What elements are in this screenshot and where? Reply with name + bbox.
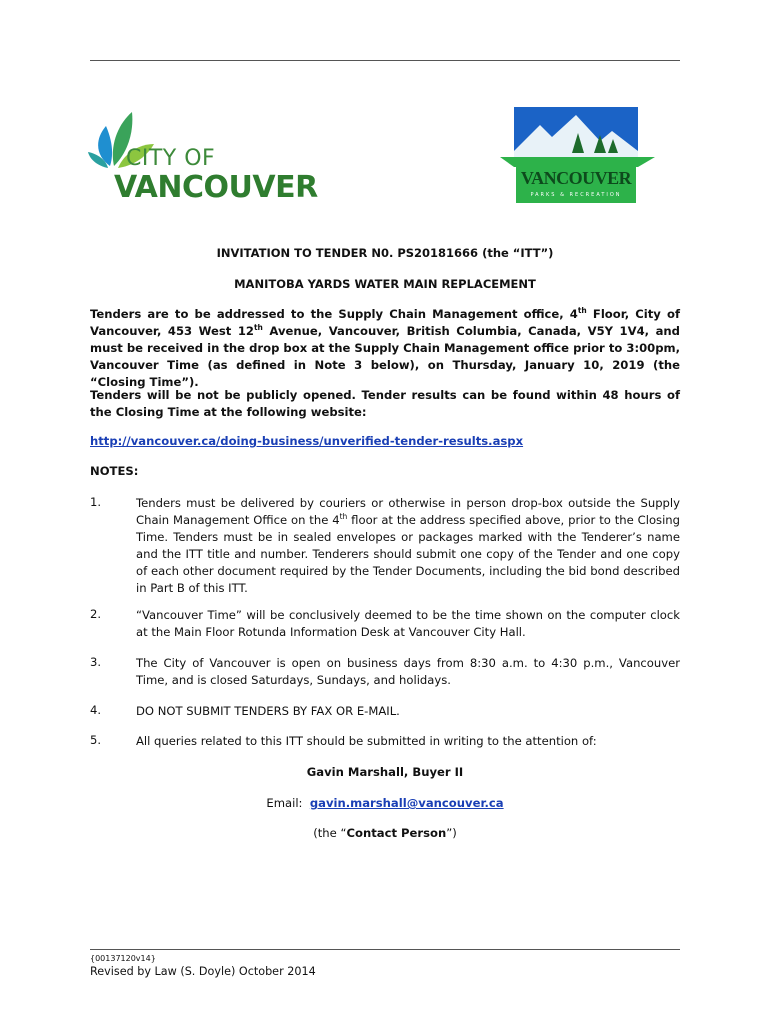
note-1-sup: th xyxy=(339,512,348,522)
note-1-number: 1. xyxy=(90,495,102,509)
note-2-number: 2. xyxy=(90,607,102,621)
note-3-number: 3. xyxy=(90,655,102,669)
note-1-text-b: floor at the address specified above, prior to the Closing Time. Tenders must be in sealed envelopes or packages marked with the Tenderer’s name and the ITT title and number. Tenderers should submit one copy of the Tender and one copy of each other document required by the Tender Documents, including the bid bond described in Part B of this ITT. xyxy=(136,513,680,595)
role-label: Contact Person xyxy=(346,826,447,840)
intro-sup-1: th xyxy=(577,306,587,316)
notes-heading: NOTES: xyxy=(90,464,139,478)
logo-parks-text: PARKS & RECREATION xyxy=(530,192,622,198)
role-prefix: (the “ xyxy=(313,826,347,840)
results-link-line xyxy=(90,433,680,450)
email-label: Email: xyxy=(266,796,303,810)
tender-results-link[interactable]: http://vancouver.ca/doing-business/unverified-tender-results.aspx xyxy=(90,434,524,448)
contact-email-line xyxy=(90,796,680,810)
note-5-number: 5. xyxy=(90,733,102,747)
revision-note: Revised by Law (S. Doyle) October 2014 xyxy=(90,965,316,978)
logo-vancouver-text: VANCOUVER xyxy=(114,170,318,205)
note-2-text: “Vancouver Time” will be conclusively deemed to be the time shown on the computer clock at the Main Floor Rotunda Information Desk at Vancouver City Hall. xyxy=(136,608,680,639)
top-rule xyxy=(90,60,680,61)
itt-title: INVITATION TO TENDER N0. PS20181666 (the “ITT”) xyxy=(216,246,554,260)
intro-text-1: Tenders are to be addressed to the Supply Chain Management office, 4 xyxy=(90,307,578,321)
footer-rule xyxy=(90,949,680,950)
intro-sup-2: th xyxy=(253,323,263,333)
note-5-text: All queries related to this ITT should be submitted in writing to the attention of: xyxy=(136,734,597,748)
city-of-vancouver-logo xyxy=(88,104,318,209)
contact-role-line xyxy=(90,826,680,840)
parks-recreation-logo xyxy=(500,107,655,203)
note-1-text xyxy=(136,495,680,597)
contact-email-link[interactable]: gavin.marshall@vancouver.ca xyxy=(309,796,504,810)
intro-paragraph xyxy=(90,306,680,391)
note-4-text: DO NOT SUBMIT TENDERS BY FAX OR E-MAIL. xyxy=(136,704,400,718)
intro-text-3: Avenue, Vancouver, British Columbia, Canada, V5Y 1V4, and must be received in the drop box at the Supply Chain Management office prior to 3:00pm, Vancouver Time (as defined in Note 3 below), on Thursday, January 10, 2019 (the “Closing Time”). xyxy=(90,324,680,389)
contact-name: Gavin Marshall, Buyer II xyxy=(306,765,464,779)
document-id: {00137120v14} xyxy=(90,954,156,963)
role-suffix: ”) xyxy=(446,826,457,840)
note-3-text: The City of Vancouver is open on business days from 8:30 a.m. to 4:30 p.m., Vancouver Time, and is closed Saturdays, Sundays, and holidays. xyxy=(136,656,680,687)
opening-paragraph: Tenders will be not be publicly opened. Tender results can be found within 48 hours of the Closing Time at the following website: xyxy=(90,388,680,419)
logo-vancouver-text: VANCOUVER xyxy=(520,168,632,188)
project-title: MANITOBA YARDS WATER MAIN REPLACEMENT xyxy=(234,277,536,291)
logo-city-of-text: CITY OF xyxy=(126,146,216,171)
intro-text-2: Floor, City of Vancouver, 453 West 12 xyxy=(90,307,680,338)
note-1-text-a: Tenders must be delivered by couriers or otherwise in person drop-box outside the Supply Chain Management Office on the 4 xyxy=(136,496,680,527)
note-4-number: 4. xyxy=(90,703,102,717)
